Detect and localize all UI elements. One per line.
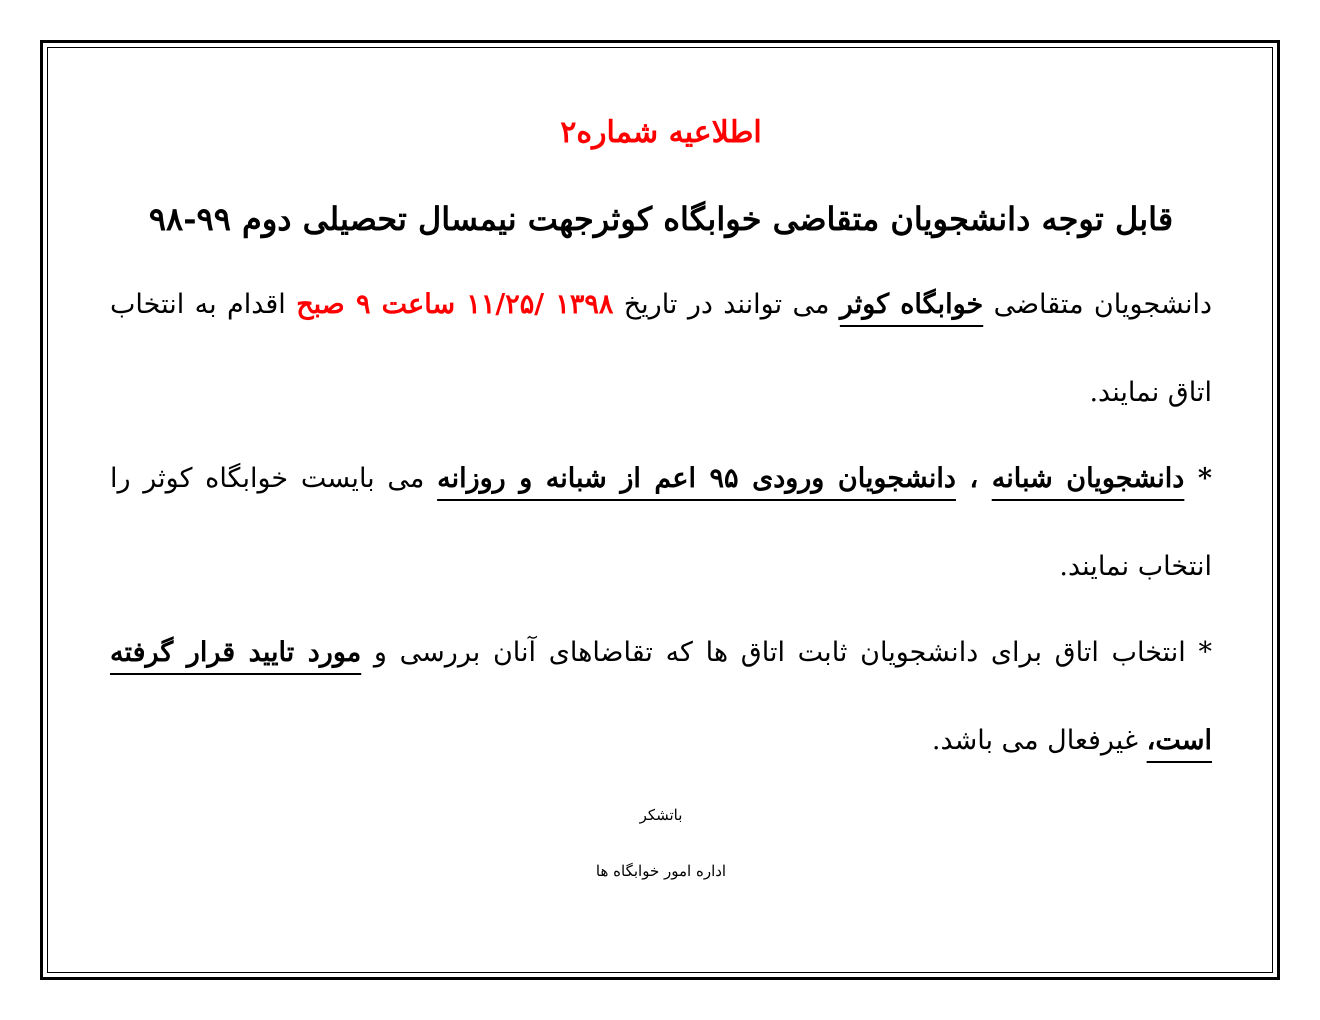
paragraph-selection-date [110, 261, 1212, 437]
signature-thanks: باتشکر [639, 806, 683, 824]
group-night-students: دانشجویان شبانه [991, 463, 1185, 494]
group-separator: ، [955, 463, 992, 494]
approved-emphasis: مورد تایید قرار گرفته است، [110, 637, 1212, 756]
paragraph1-text-b: می توانند در تاریخ [613, 289, 840, 320]
notice-title: اطلاعیه شماره۲ [560, 115, 762, 150]
paragraph1-text-c: اقدام به انتخاب اتاق نمایند. [110, 289, 1212, 408]
bullet-star: * [1184, 463, 1212, 494]
paragraph3-text-b: غیرفعال می باشد. [931, 725, 1147, 756]
paragraph2-text-end: می بایست خوابگاه کوثر را انتخاب نمایند. [110, 463, 1212, 582]
paragraph3-text-a: * انتخاب اتاق برای دانشجویان ثابت اتاق ها که تقاضاهای آنان بررسی و [361, 637, 1212, 668]
paragraph-eligible-groups [110, 435, 1212, 611]
dorm-name: خوابگاه کوثر [839, 289, 984, 320]
paragraph1-text-a: دانشجویان متقاضی [983, 289, 1213, 320]
selection-date-time: ۱۳۹۸ /۱۱/۲۵ ساعت ۹ صبح [296, 289, 614, 320]
signature-office: اداره امور خوابگاه ها [595, 862, 727, 880]
notice-subject: قابل توجه دانشجویان متقاضی خوابگاه کوثرجهت نیمسال تحصیلی دوم ۹۹-۹۸ [148, 200, 1174, 238]
group-entry-95-students: دانشجویان ورودی ۹۵ اعم از شبانه و روزانه [437, 463, 956, 494]
paragraph-fixed-rooms [110, 609, 1212, 785]
